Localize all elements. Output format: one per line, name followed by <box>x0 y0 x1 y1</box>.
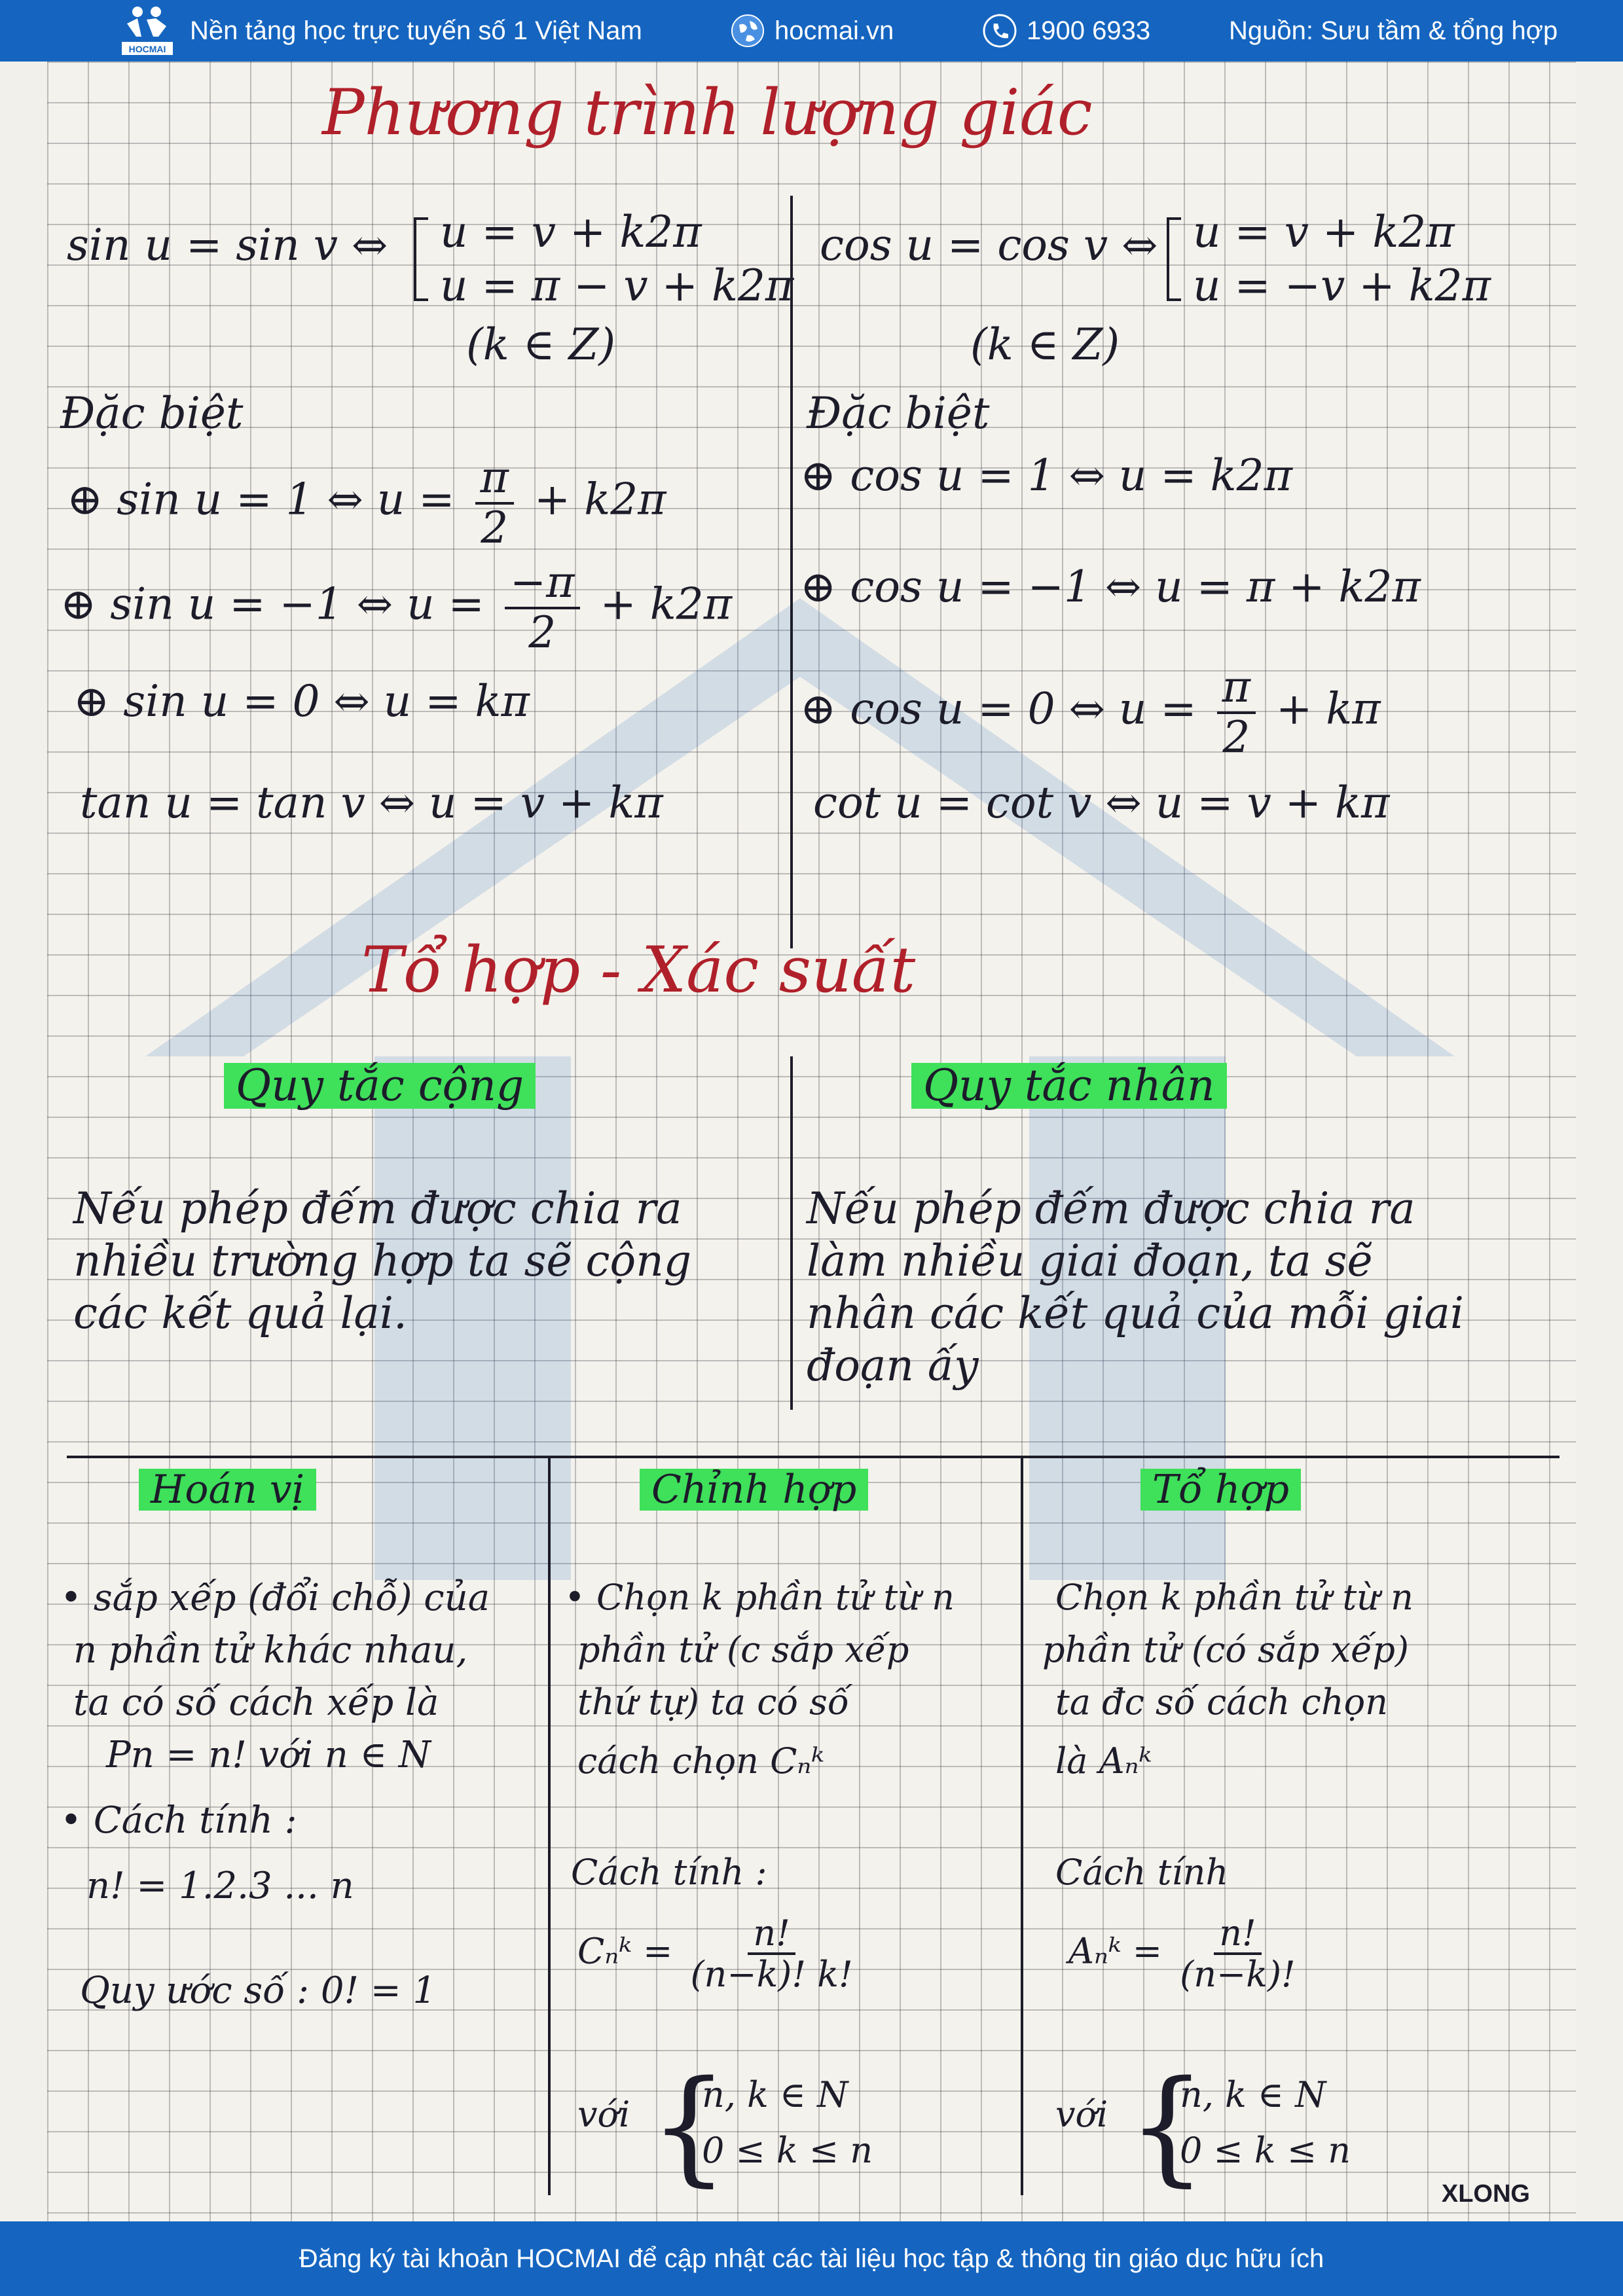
svg-text:HOCMAI: HOCMAI <box>128 44 166 54</box>
add-rule-title: Quy tắc cộng <box>224 1063 536 1109</box>
col3-line-4: là Aₙᵏ <box>1055 1740 1152 1782</box>
table-divider-1 <box>548 1456 551 2195</box>
col3-calc-label: Cách tính <box>1055 1852 1229 1893</box>
col3-line-1: Chọn k phần tử từ n <box>1055 1577 1413 1618</box>
col3-condition-1: n, k ∈ N <box>1180 2074 1326 2115</box>
sin-equation: sin u = sin v ⇔ <box>67 220 388 270</box>
sin-case-2: u = π − v + k2π <box>440 260 794 311</box>
col2-with-label: với <box>577 2094 630 2135</box>
col2-line-4: cách chọn Cₙᵏ <box>577 1740 824 1782</box>
sin1-denominator: 2 <box>481 502 509 553</box>
col-permutation-title: Hoán vị <box>139 1469 316 1511</box>
col3-with-label: với <box>1055 2094 1108 2135</box>
footer-text: Đăng ký tài khoản HOCMAI để cập nhật các tài liệu học tập & thông tin giáo dục hữu ích <box>299 2244 1324 2273</box>
cot-equation: cot u = cot v ⇔ u = v + kπ <box>813 778 1390 828</box>
col2-line-2: phần tử (c sắp xếp <box>577 1629 909 1670</box>
col2-condition-2: 0 ≤ k ≤ n <box>702 2130 873 2171</box>
mul-rule-line-2: làm nhiều giai đoạn, ta sẽ <box>807 1236 1373 1286</box>
col1-line-1: • sắp xếp (đổi chỗ) của <box>60 1577 490 1619</box>
col-arrangement-title: Chỉnh hợp <box>640 1469 868 1511</box>
globe-icon <box>730 13 765 48</box>
col1-line-2: n phần tử khác nhau, <box>73 1629 468 1672</box>
col2-formula: Cₙᵏ = $\frac{n!}{(n-k)! k!}$ <box>577 1912 853 1996</box>
col1-convention: Quy ước số : 0! = 1 <box>80 1969 437 2012</box>
author-signature: XLONG <box>1441 2180 1530 2208</box>
top-banner <box>0 0 1623 62</box>
col3-condition-2: 0 ≤ k ≤ n <box>1180 2130 1351 2171</box>
col3-formula-numerator: n! <box>1214 1914 1261 1955</box>
col2-formula-denominator: (n−k)! k! <box>690 1954 853 1996</box>
notebook-page <box>47 62 1576 2221</box>
sin-k-condition: (k ∈ Z) <box>466 319 616 370</box>
col1-line-4: Pn = n! với n ∈ N <box>106 1734 431 1776</box>
phone-contact[interactable]: 1900 6933 <box>982 0 1150 62</box>
cos-k-condition: (k ∈ Z) <box>970 319 1120 370</box>
sin-bracket <box>414 217 428 301</box>
sin-equals-0: ⊕ sin u = 0 ⇔ u = kπ <box>73 676 530 726</box>
col2-calc-label: Cách tính : <box>571 1852 767 1893</box>
sin1-numerator: π <box>475 454 514 505</box>
mul-rule-line-1: Nếu phép đếm được chia ra <box>807 1183 1415 1234</box>
col1-line-6: n! = 1.2.3 ... n <box>86 1865 354 1907</box>
sinm1-denominator: 2 <box>528 607 556 658</box>
col1-line-3: ta có số cách xếp là <box>73 1681 439 1724</box>
col2-line-1: • Chọn k phần tử từ n <box>564 1577 955 1618</box>
col2-brace: { <box>649 2054 729 2198</box>
rules-divider <box>790 1056 793 1410</box>
cos-case-1: u = v + k2π <box>1193 207 1455 257</box>
add-rule-line-2: nhiều trường hợp ta sẽ cộng <box>73 1236 691 1286</box>
bottom-banner <box>0 2221 1623 2296</box>
sin-case-1: u = v + k2π <box>440 207 702 257</box>
col2-formula-numerator: n! <box>748 1914 795 1955</box>
phone-icon <box>982 13 1017 48</box>
trig-title: Phương trình lượng giác <box>322 76 1093 149</box>
col1-line-5: • Cách tính : <box>60 1799 297 1842</box>
col3-formula: Aₙᵏ = $\frac{n!}{(n-k)!}$ <box>1068 1912 1296 1996</box>
sin-equals-minus-1: ⊕ sin u = −1 ⇔ u = $\frac{-\pi}{2}$ + k2π <box>60 557 733 658</box>
col3-line-3: ta đc số cách chọn <box>1055 1681 1388 1723</box>
sinm1-numerator: −π <box>505 559 580 609</box>
col3-brace: { <box>1127 2054 1207 2198</box>
cos0-denominator: 2 <box>1222 711 1250 762</box>
col3-line-2: phần tử (có sắp xếp) <box>1042 1629 1409 1670</box>
cos-case-2: u = −v + k2π <box>1193 260 1491 311</box>
source-note: Nguồn: Sưu tầm & tổng hợp <box>1229 16 1558 45</box>
special-left-label: Đặc biệt <box>60 388 244 439</box>
tagline: Nền tảng học trực tuyến số 1 Việt Nam <box>190 16 642 45</box>
mul-rule-title: Quy tắc nhân <box>911 1063 1227 1109</box>
website-link[interactable]: hocmai.vn <box>730 0 894 62</box>
cos-bracket <box>1167 217 1181 301</box>
cos-equation: cos u = cos v ⇔ <box>820 220 1158 270</box>
hocmai-logo <box>118 4 177 58</box>
tan-equation: tan u = tan v ⇔ u = v + kπ <box>80 778 663 828</box>
special-right-label: Đặc biệt <box>807 388 990 439</box>
col2-condition-1: n, k ∈ N <box>702 2074 848 2115</box>
cos-equals-1: ⊕ cos u = 1 ⇔ u = k2π <box>800 450 1292 501</box>
cos0-numerator: π <box>1217 664 1256 714</box>
col-combination-title: Tổ hợp <box>1140 1469 1301 1511</box>
col2-line-3: thứ tự) ta có số <box>577 1681 849 1723</box>
comb-title: Tổ hợp - Xác suất <box>361 933 916 1007</box>
add-rule-line-1: Nếu phép đếm được chia ra <box>73 1183 682 1234</box>
table-divider-2 <box>1021 1456 1023 2195</box>
mul-rule-line-4: đoạn ấy <box>807 1340 979 1391</box>
add-rule-line-3: các kết quả lại. <box>73 1288 407 1338</box>
table-top-border <box>67 1456 1559 1458</box>
cos-equals-minus-1: ⊕ cos u = −1 ⇔ u = π + k2π <box>800 562 1421 612</box>
sin-equals-1: ⊕ sin u = 1 ⇔ u = $\frac{\pi}{2}$ + k2π <box>67 452 666 553</box>
mul-rule-line-3: nhân các kết quả của mỗi giai <box>807 1288 1464 1338</box>
cos-equals-0: ⊕ cos u = 0 ⇔ u = $\frac{\pi}{2}$ + kπ <box>800 662 1381 762</box>
col3-formula-denominator: (n−k)! <box>1180 1954 1296 1996</box>
